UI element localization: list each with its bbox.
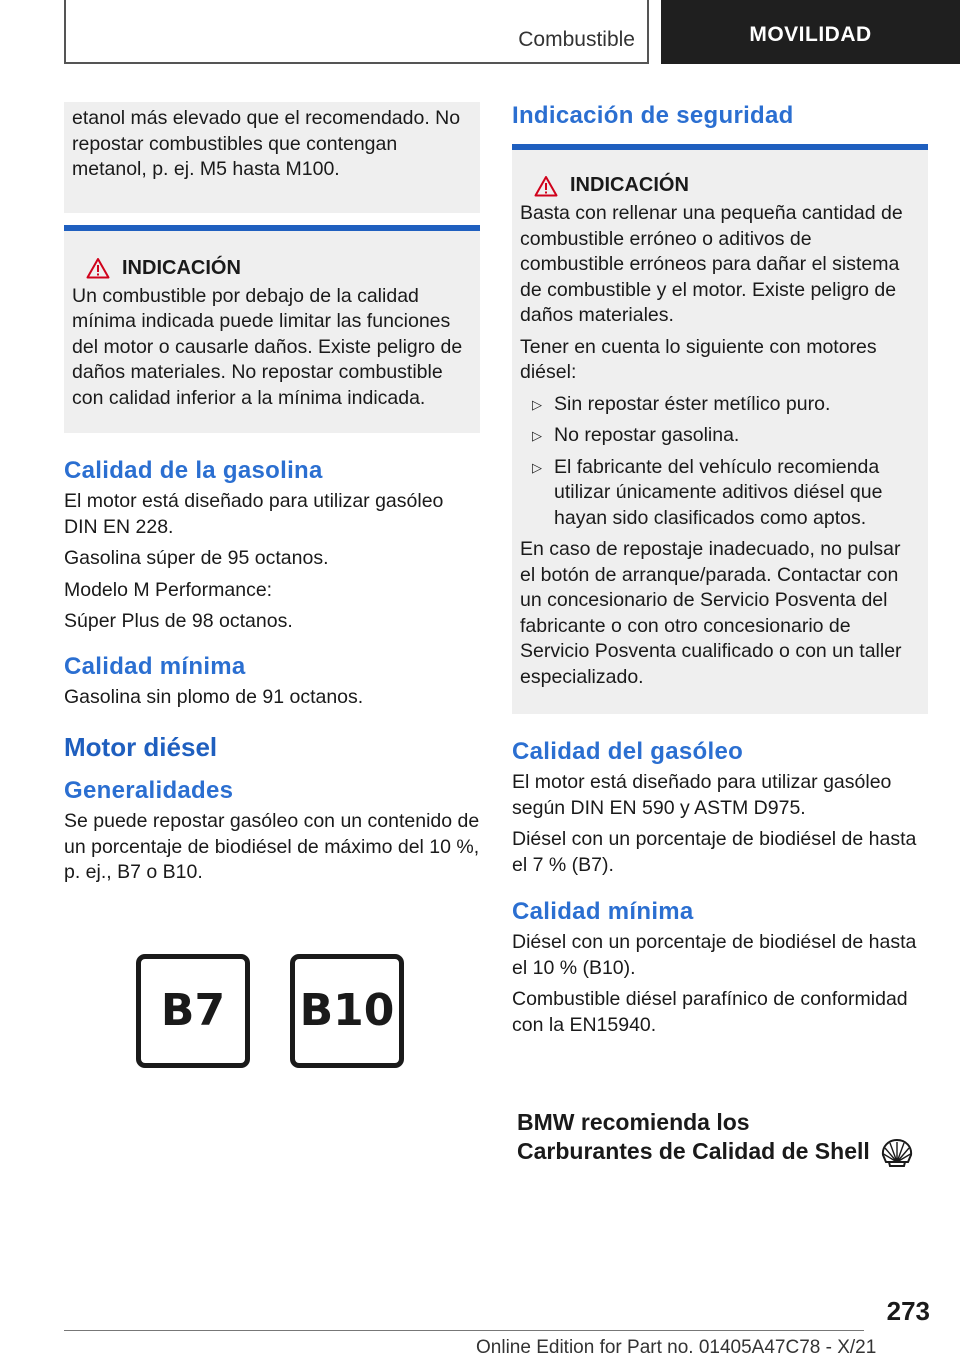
list-item: ▷ El fabricante del vehículo recomienda utilizar únicamente aditivos diésel que hayan sido clasificados como aptos.	[532, 455, 883, 529]
shell-line-2: Carburantes de Calidad de Shell	[517, 1138, 870, 1164]
gasoline-paragraph-4: Súper Plus de 98 octanos.	[64, 610, 293, 632]
shell-recommendation	[517, 1108, 937, 1168]
warning-triangle-icon	[534, 175, 558, 197]
heading-diesel-engine: Motor diésel	[64, 732, 218, 762]
min-quality-diesel-paragraph-1: Diésel con un porcentaje de biodiésel de hasta el 10 % (B10).	[512, 931, 917, 979]
gasoline-paragraph-1: El motor está diseñado para utilizar gasóleo DIN EN 228.	[64, 490, 444, 538]
continued-note-text: etanol más elevado que el recomendado. No repostar combustibles que contengan metanol, p. ej. M5 hasta M100.	[72, 107, 461, 180]
notice-header	[534, 174, 920, 197]
heading-minimum-quality-diesel: Calidad mínima	[512, 898, 694, 925]
notice-header	[86, 257, 472, 280]
b7-fuel-label: B7	[136, 954, 250, 1068]
continued-note-box	[64, 102, 480, 213]
triangle-bullet-icon: ▷	[532, 459, 542, 475]
list-item: ▷ Sin repostar éster metílico puro.	[520, 392, 920, 418]
b10-fuel-label: B10	[290, 954, 404, 1068]
min-quality-gasoline-paragraph: Gasolina sin plomo de 91 octanos.	[64, 685, 364, 708]
footer-edition: Online Edition for Part no. 01405A47C78 - X/21	[476, 1337, 877, 1358]
general-paragraph: Se puede repostar gasóleo con un contenido de un porcentaje de biodiésel de máximo del 10 %, p. ej., B7 o B10.	[64, 810, 480, 883]
notice-title: INDICACIÓN	[122, 256, 241, 279]
notice-title: INDICACIÓN	[570, 174, 689, 196]
min-quality-diesel-paragraph-2: Combustible diésel parafínico de conformidad con la EN15940.	[512, 988, 908, 1036]
heading-safety-notice: Indicación de seguridad	[512, 102, 794, 129]
heading-minimum-quality-gasoline: Calidad mínima	[64, 652, 246, 680]
header-rule-left	[64, 0, 66, 64]
list-item: ▷ No repostar gasolina.	[520, 423, 920, 449]
warning-triangle-icon	[86, 257, 110, 279]
triangle-bullet-icon: ▷	[532, 396, 542, 412]
notice-paragraph-2: Tener en cuenta lo siguiente con motores diésel:	[520, 335, 877, 383]
diesel-quality-paragraph-1: El motor está diseñado para utilizar gasóleo según DIN EN 590 y ASTM D975.	[512, 771, 892, 819]
shell-logo-icon	[880, 1138, 914, 1168]
right-column	[512, 102, 928, 1044]
heading-gasoline-quality: Calidad de la gasolina	[64, 457, 323, 484]
header-chapter-tab: MOVILIDAD	[661, 0, 960, 64]
notice-paragraph-3: En caso de repostaje inadecuado, no pulsar el botón de arranque/parada. Contactar con un concesionario de Servicio Posventa del fabricante o con otro concesionario de Servicio Posventa cualificado o con un taller especializado.	[520, 538, 902, 688]
shell-line-1: BMW recomienda los	[517, 1109, 750, 1135]
biodiesel-labels	[136, 954, 480, 1068]
header-rule-bottom	[64, 62, 649, 64]
notice-box-diesel-safety	[512, 144, 928, 714]
notice-text: Un combustible por debajo de la calidad mínima indicada puede limitar las funciones del motor o causarle daños. Existe peligro de daños materiales. No repostar combustible con calidad inferior a la mínima indicada.	[72, 284, 463, 409]
gasoline-paragraph-3: Modelo M Performance:	[64, 578, 273, 601]
page-number: 273	[886, 1296, 930, 1326]
gasoline-paragraph-2: Gasolina súper de 95 octanos.	[64, 547, 329, 569]
triangle-bullet-icon: ▷	[532, 428, 542, 443]
notice-box-fuel-quality	[64, 225, 480, 434]
shell-line-2-wrap	[517, 1137, 937, 1168]
notice-list	[520, 392, 920, 532]
diesel-quality-paragraph-2: Diésel con un porcentaje de biodiésel de hasta el 7 % (B7).	[512, 828, 917, 876]
footer-rule	[64, 1330, 864, 1331]
left-column	[64, 102, 480, 1068]
header-section-title: Combustible	[518, 28, 635, 51]
heading-diesel-quality: Calidad del gasóleo	[512, 738, 744, 765]
header-rule-right	[647, 0, 649, 64]
heading-general: Generalidades	[64, 777, 234, 804]
notice-paragraph-1: Basta con rellenar una pequeña cantidad de combustible erróneo o aditivos de combustible erróneos para dañar el sistema de combustible y el motor. Existe peligro de daños materiales.	[520, 202, 903, 326]
